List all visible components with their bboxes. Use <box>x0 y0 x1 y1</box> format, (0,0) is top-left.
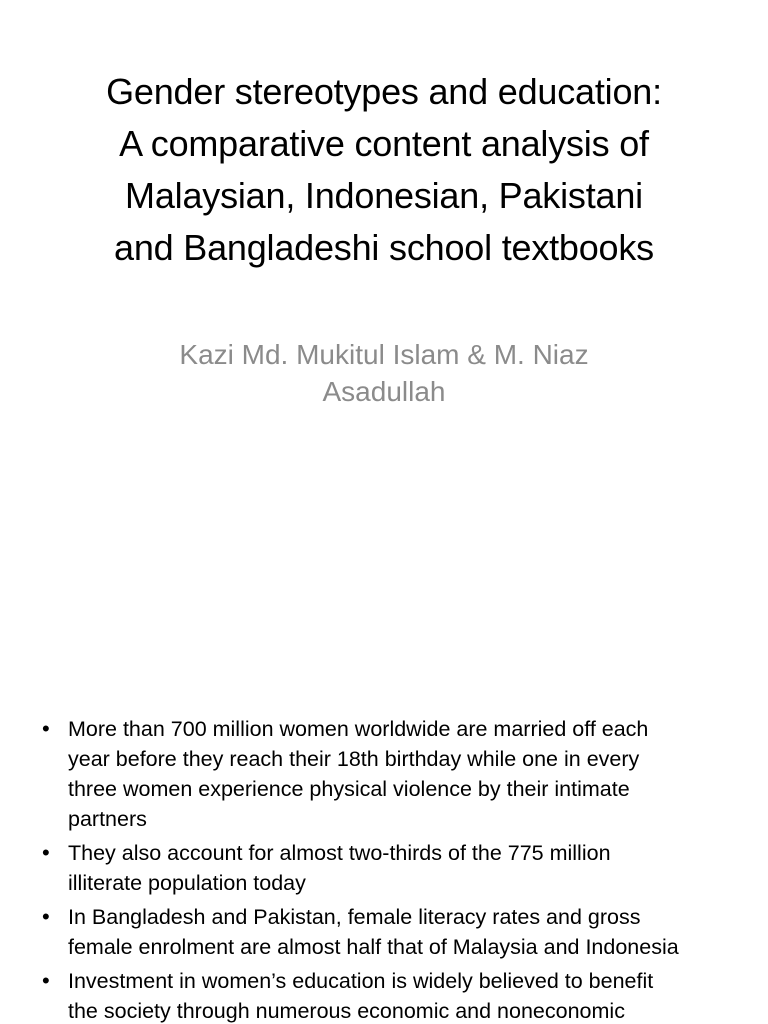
title-line: Malaysian, Indonesian, Pakistani <box>125 175 643 216</box>
bullet-text <box>68 902 740 962</box>
bullet-text <box>68 714 740 834</box>
bullet-line: More than 700 million women worldwide are married off each <box>68 717 649 741</box>
bullet-line: Investment in women’s education is widely believed to benefit <box>68 969 654 993</box>
bullet-icon: • <box>42 840 50 865</box>
bullet-line: female enrolment are almost half that of Malaysia and Indonesia <box>68 935 679 959</box>
bullet-icon: • <box>42 968 50 993</box>
author-line: Asadullah <box>322 376 446 407</box>
author-line: Kazi Md. Mukitul Islam & M. Niaz <box>179 339 589 370</box>
bullet-icon: • <box>42 904 50 929</box>
bullet-list <box>40 714 740 1024</box>
bullet-line: In Bangladesh and Pakistan, female literacy rates and gross <box>68 905 641 929</box>
title-line: Gender stereotypes and education: <box>106 71 662 112</box>
bullet-text <box>68 966 740 1024</box>
bullet-line: the society through numerous economic and noneconomic <box>68 999 625 1023</box>
bullet-item <box>40 966 740 1024</box>
bullet-line: year before they reach their 18th birthday while one in every <box>68 747 640 771</box>
bullet-line: three women experience physical violence by their intimate <box>68 777 630 801</box>
bullet-line: They also account for almost two-thirds of the 775 million <box>68 841 611 865</box>
bullet-item <box>40 714 740 834</box>
bullet-text <box>68 838 740 898</box>
title-line: and Bangladeshi school textbooks <box>114 227 654 268</box>
bullet-item <box>40 902 740 962</box>
bullet-item <box>40 838 740 898</box>
slide-title <box>40 66 728 274</box>
slide-authors <box>100 336 668 410</box>
bullet-icon: • <box>42 716 50 741</box>
bullet-line: partners <box>68 807 147 831</box>
title-line: A comparative content analysis of <box>119 123 649 164</box>
bullet-line: illiterate population today <box>68 871 306 895</box>
